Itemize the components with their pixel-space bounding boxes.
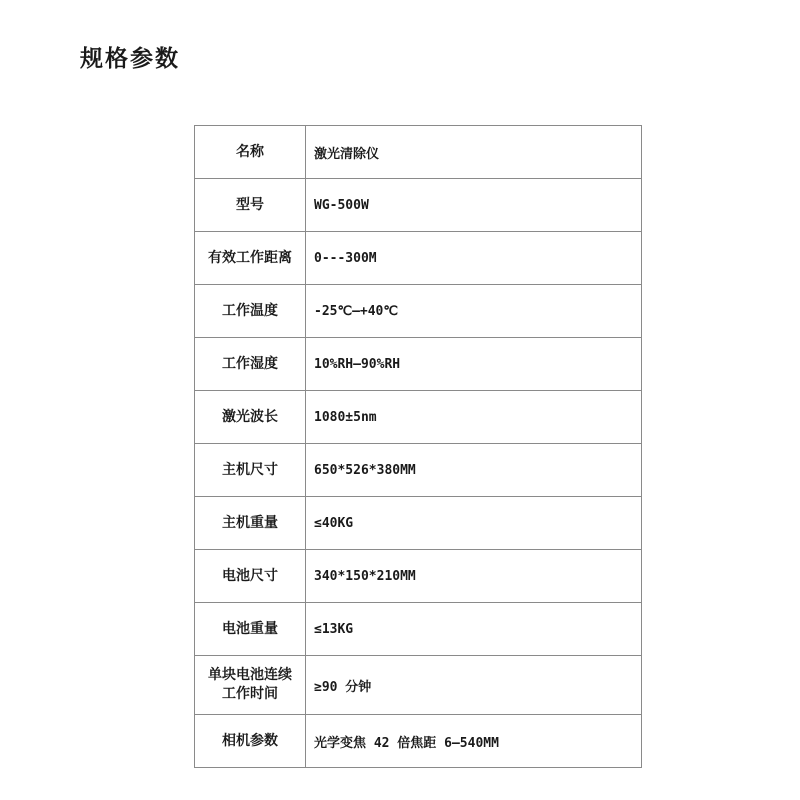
table-row	[195, 391, 642, 444]
spec-table	[194, 125, 642, 768]
row-label: 电池尺寸	[195, 550, 306, 603]
row-value: 0---300M	[306, 232, 642, 285]
row-value: 光学变焦 42 倍焦距 6—540MM	[306, 715, 642, 768]
row-label: 型号	[195, 179, 306, 232]
row-label-line: 单块电池连续	[208, 667, 292, 683]
table-row	[195, 444, 642, 497]
row-label: 相机参数	[195, 715, 306, 768]
row-value: WG-500W	[306, 179, 642, 232]
row-label: 有效工作距离	[195, 232, 306, 285]
row-label: 主机重量	[195, 497, 306, 550]
table-row	[195, 285, 642, 338]
row-value: 340*150*210MM	[306, 550, 642, 603]
table-row	[195, 338, 642, 391]
row-label-line: 工作时间	[222, 686, 278, 702]
table-row	[195, 126, 642, 179]
row-label: 工作湿度	[195, 338, 306, 391]
row-label: 电池重量	[195, 603, 306, 656]
row-label	[195, 656, 306, 715]
row-label: 主机尺寸	[195, 444, 306, 497]
table-row	[195, 497, 642, 550]
row-label: 工作温度	[195, 285, 306, 338]
table-row	[195, 232, 642, 285]
row-value: ≤40KG	[306, 497, 642, 550]
page-title: 规格参数	[80, 46, 180, 72]
row-value: 1080±5nm	[306, 391, 642, 444]
table-row	[195, 603, 642, 656]
row-value: -25℃—+40℃	[306, 285, 642, 338]
table-row	[195, 656, 642, 715]
row-label: 激光波长	[195, 391, 306, 444]
table-row	[195, 715, 642, 768]
row-value: ≤13KG	[306, 603, 642, 656]
row-label: 名称	[195, 126, 306, 179]
row-value: 激光清除仪	[306, 126, 642, 179]
table-row	[195, 550, 642, 603]
row-value: ≥90 分钟	[306, 656, 642, 715]
table-row	[195, 179, 642, 232]
row-value: 10%RH—90%RH	[306, 338, 642, 391]
row-value: 650*526*380MM	[306, 444, 642, 497]
